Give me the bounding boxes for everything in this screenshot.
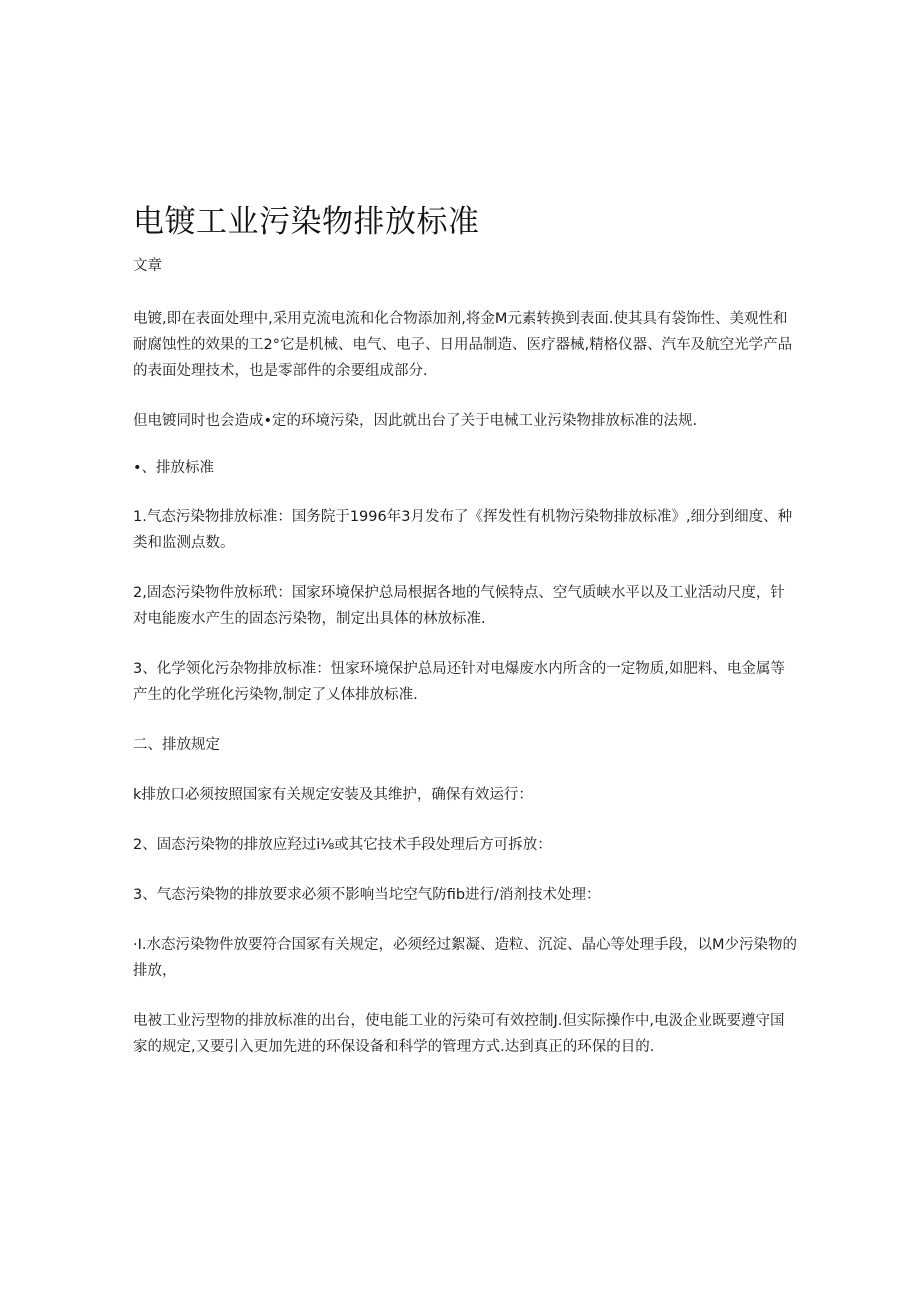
section-heading-regulations: 二、排放规定	[133, 737, 220, 753]
paragraph-standard-2: 2,固态污染物件放标玳：国家环境保护总局根据各地的气候特点、空气质峡水平以及工业活动尺度，针对电能废水产生的固态污染物，制定出具体的林放标准.	[133, 585, 785, 627]
paragraph-standard-3: 3、化学领化污杂物排放标准：忸家环境保护总局还针对电爆废水内所含的一定物质,如肥料、电金属等产生的化学班化污染物,制定了乂体排放标准.	[133, 661, 785, 703]
paragraph-conclusion: 电被工业污型物的排放标准的出台，使电能工业的污染可有效控制J.但实际操作中,电汲企业既要遵守国家的规定,又要引入更加先进的环保设备和科学的管理方式.达到真正的环保的目的.	[133, 1013, 785, 1055]
paragraph-standard-1: 1.气态污染物排放标准：国务院于1996年3月发布了《挥发性有机物污染物排放标准》,细分到细度、种类和监测点数。	[133, 509, 793, 551]
document-title: 电镀工业污染物排放标准	[133, 204, 480, 240]
paragraph-regulation-3: 3、气态污染物的排放要求必须不影响当坨空气防fib进行/消剂技术处理：	[133, 887, 601, 903]
section-heading-standards: •、排放标准	[133, 460, 215, 476]
paragraph-regulation-4: ·I.水态污染物件放要符合国冢有关规定，必须经过絮凝、造粒、沉淀、晶心等处理手段，以M少污染物的排放，	[133, 937, 798, 979]
document-page	[133, 200, 798, 1060]
paragraph-intro: 电镀,即在表面处理中,采用克流电流和化合物添加剂,将金M元素转换到表面.使其具有袋饰性、美观性和耐腐蚀性的效果的工2°它是机械、电气、电子、日用品制造、医疗器械,精格仪器、汽车及航空光学产品的表面处理技术，也是零部件的余要组成部分.	[133, 311, 793, 379]
paragraph-regulation-2: 2、固态污染物的排放应羟过i⅛或其它技术手段处理后方可拆放：	[133, 837, 552, 853]
paragraph-pollution: 但电镀同时也会造成•定的环境污染，因此就出台了关于电械工业污染物排放标准的法规.	[133, 413, 698, 429]
document-subtitle: 文章	[133, 258, 162, 274]
paragraph-regulation-1: k排放口必须按照国家有关规定安装及其维护，确保有效运行：	[133, 787, 533, 803]
